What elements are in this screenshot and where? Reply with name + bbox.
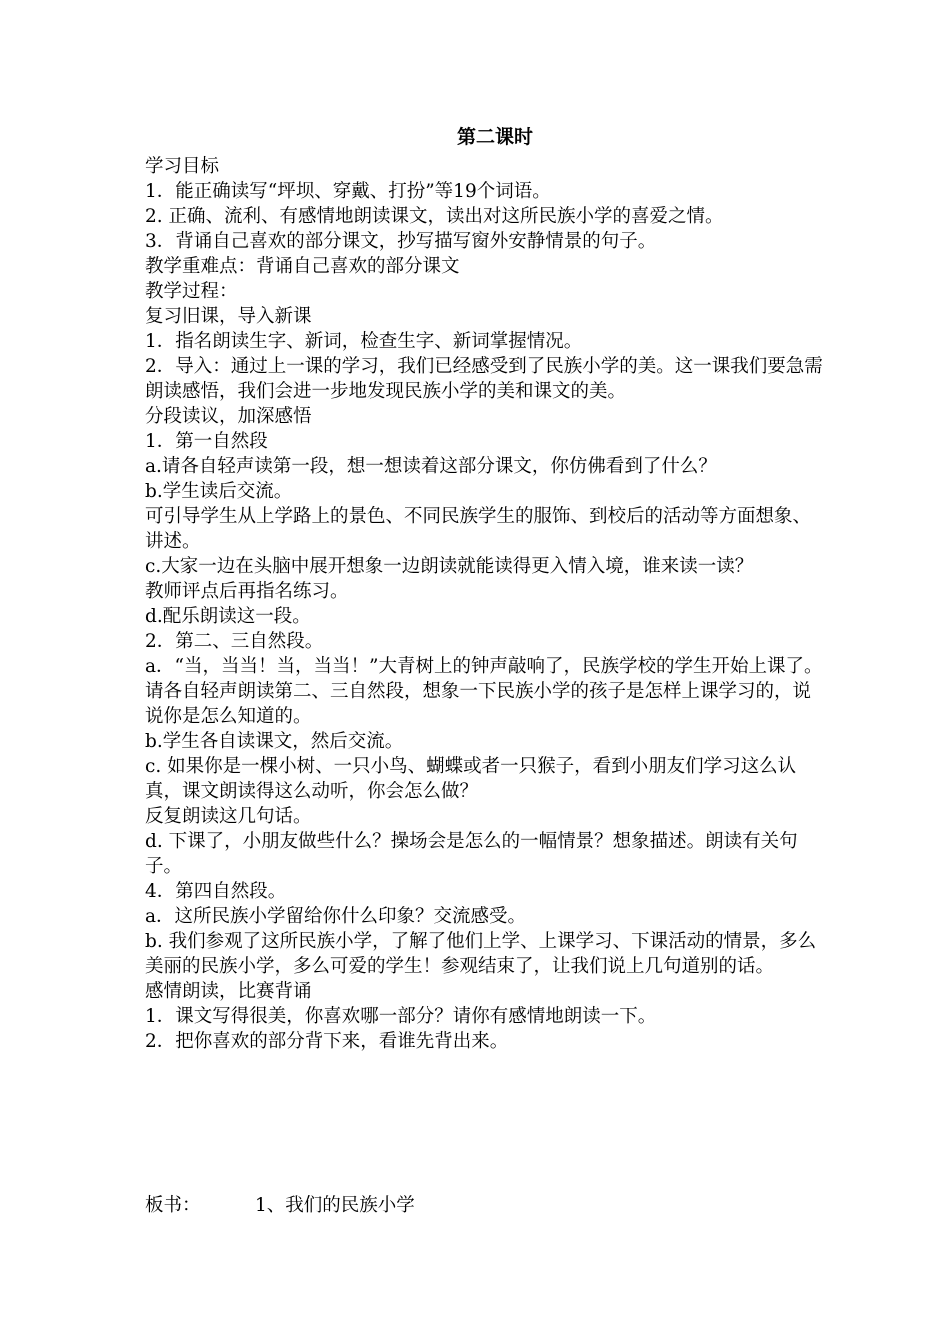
text-line: 3．背诵自己喜欢的部分课文，抄写描写窗外安静情景的句子。 bbox=[145, 231, 657, 252]
text-line: 教师评点后再指名练习。 bbox=[145, 581, 349, 602]
text-line: 教学过程： bbox=[145, 281, 238, 302]
text-line: 1．能正确读写“坪坝、穿戴、打扮”等19个词语。 bbox=[145, 181, 551, 202]
text-line: d.配乐朗读这一段。 bbox=[145, 606, 311, 627]
text-line: 2．导入：通过上一课的学习，我们已经感受到了民族小学的美。这一课我们要急需朗读感悟，我们会进一步地发现民族小学的美和课文的美。 bbox=[145, 356, 823, 402]
blackboard-label: 板书： bbox=[145, 1195, 201, 1216]
text-line: 2．把你喜欢的部分背下来，看谁先背出来。 bbox=[145, 1031, 509, 1052]
text-line: 2．第二、三自然段。 bbox=[145, 631, 324, 652]
text-line: 4．第四自然段。 bbox=[145, 881, 287, 902]
text-line: 可引导学生从上学路上的景色、不同民族学生的服饰、到校后的活动等方面想象、讲述。 bbox=[145, 506, 812, 552]
text-line: c.大家一边在头脑中展开想象一边朗读就能读得更入情入境，谁来读一读？ bbox=[145, 556, 754, 577]
text-line: a．“当，当当！当，当当！”大青树上的钟声敲响了，民族学校的学生开始上课了。请各自轻声朗读第二、三自然段，想象一下民族小学的孩子是怎样上课学习的，说说你是怎么知道的。 bbox=[145, 656, 823, 727]
text-line: 反复朗读这几句话。 bbox=[145, 806, 312, 827]
text-line: 2. 正确、流利、有感情地朗读课文，读出对这所民族小学的喜爱之情。 bbox=[145, 206, 724, 227]
text-line: b.学生读后交流。 bbox=[145, 481, 293, 502]
text-line: a.请各自轻声读第一段，想一想读着这部分课文，你仿佛看到了什么？ bbox=[145, 456, 717, 477]
text-line: d. 下课了，小朋友做些什么？操场会是怎么的一幅情景？想象描述。朗读有关句子。 bbox=[145, 831, 798, 877]
text-line: b. 我们参观了这所民族小学，了解了他们上学、上课学习、下课活动的情景，多么美丽的民族小学，多么可爱的学生！参观结束了，让我们说上几句道别的话。 bbox=[145, 931, 817, 977]
page-title: 第二课时 bbox=[456, 126, 533, 148]
text-line: b.学生各自读课文，然后交流。 bbox=[145, 731, 404, 752]
text-line: 1．课文写得很美，你喜欢哪一部分？请你有感情地朗读一下。 bbox=[145, 1006, 657, 1027]
blackboard-section bbox=[145, 1192, 415, 1220]
content-lines bbox=[145, 154, 825, 1054]
text-line: 1．指名朗读生字、新词，检查生字、新词掌握情况。 bbox=[145, 331, 583, 352]
blackboard-text: 1、我们的民族小学 bbox=[255, 1195, 415, 1216]
text-line: c. 如果你是一棵小树、一只小鸟、蝴蝶或者一只猴子，看到小朋友们学习这么认真，课文朗读得这么动听，你会怎么做？ bbox=[145, 756, 797, 802]
text-line: a．这所民族小学留给你什么印象？交流感受。 bbox=[145, 906, 527, 927]
text-line: 学习目标 bbox=[145, 156, 220, 177]
text-line: 1．第一自然段 bbox=[145, 431, 268, 452]
text-line: 分段读议，加深感悟 bbox=[145, 406, 312, 427]
text-line: 感情朗读，比赛背诵 bbox=[145, 981, 312, 1002]
text-line: 复习旧课，导入新课 bbox=[145, 306, 312, 327]
text-line: 教学重难点：背诵自己喜欢的部分课文 bbox=[145, 256, 460, 277]
document-body bbox=[145, 120, 825, 1054]
